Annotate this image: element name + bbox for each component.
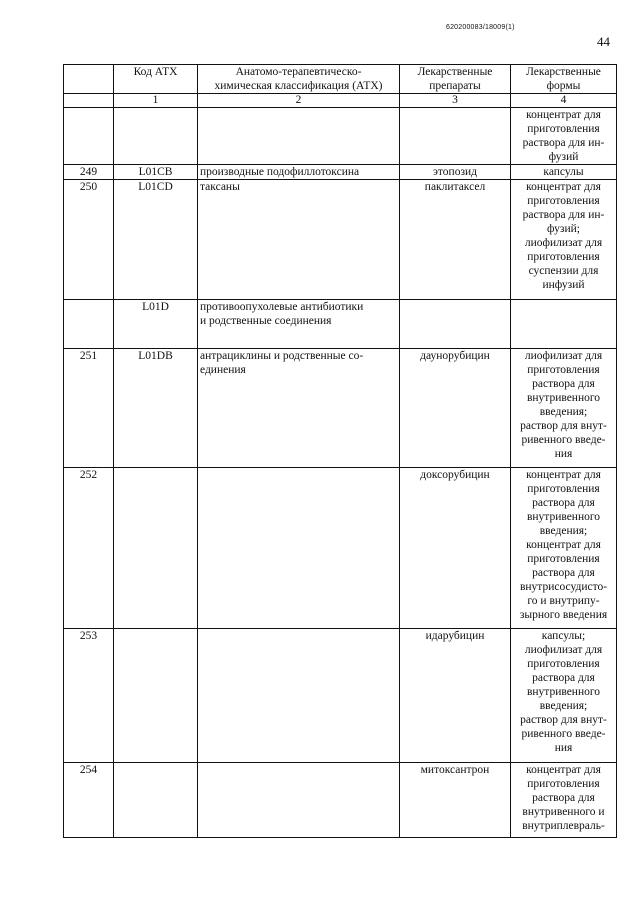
atc-code — [114, 763, 198, 838]
dosage-forms: капсулы — [511, 165, 617, 180]
table-row — [64, 300, 617, 349]
row-number: 251 — [64, 349, 114, 468]
drug-name: даунорубицин — [400, 349, 511, 468]
row-number: 253 — [64, 629, 114, 763]
header-classification: Анатомо-терапевтическо- химическая классификация (АТХ) — [198, 65, 400, 94]
header-drugs: Лекарственные препараты — [400, 65, 511, 94]
classification — [198, 629, 400, 763]
drug-name: идарубицин — [400, 629, 511, 763]
table-row — [64, 165, 617, 180]
row-number: 250 — [64, 180, 114, 300]
table-row — [64, 629, 617, 763]
header-forms: Лекарственные формы — [511, 65, 617, 94]
header-atc-code: Код АТХ — [114, 65, 198, 94]
atc-code: L01D — [114, 300, 198, 349]
table-header-row — [64, 65, 617, 94]
row-number — [64, 300, 114, 349]
classification: антрациклины и родственные со- единения — [198, 349, 400, 468]
atc-code: L01DB — [114, 349, 198, 468]
column-number: 2 — [198, 94, 400, 108]
table-row — [64, 180, 617, 300]
table-row — [64, 349, 617, 468]
dosage-forms: концентрат для приготовления раствора для внутривенного введения; концентрат для приготовления раствора для внутрисосудисто- го и внутрипу- зырного введения — [511, 468, 617, 629]
dosage-forms — [511, 300, 617, 349]
classification: противоопухолевые антибиотики и родственные соединения — [198, 300, 400, 349]
atc-drug-table — [63, 64, 617, 838]
dosage-forms: концентрат для приготовления раствора для внутривенного и внутриплевраль- — [511, 763, 617, 838]
column-number: 1 — [114, 94, 198, 108]
atc-code — [114, 108, 198, 165]
document-id: 620200083/18009(1) — [446, 24, 515, 31]
drug-name: доксорубицин — [400, 468, 511, 629]
classification — [198, 108, 400, 165]
classification: таксаны — [198, 180, 400, 300]
dosage-forms: капсулы; лиофилизат для приготовления раствора для внутривенного введения; раствор для внут- ривенного введе- ния — [511, 629, 617, 763]
header-number — [64, 65, 114, 94]
column-number: 4 — [511, 94, 617, 108]
classification: производные подофиллотоксина — [198, 165, 400, 180]
row-number — [64, 108, 114, 165]
dosage-forms: лиофилизат для приготовления раствора для внутривенного введения; раствор для внут- ривенного введе- ния — [511, 349, 617, 468]
atc-code — [114, 468, 198, 629]
row-number: 252 — [64, 468, 114, 629]
column-number: 3 — [400, 94, 511, 108]
table-row — [64, 763, 617, 838]
dosage-forms: концентрат для приготовления раствора для ин- фузий; лиофилизат для приготовления суспензии для инфузий — [511, 180, 617, 300]
drug-name: паклитаксел — [400, 180, 511, 300]
drug-name: митоксантрон — [400, 763, 511, 838]
table-row — [64, 468, 617, 629]
drug-name — [400, 108, 511, 165]
row-number: 249 — [64, 165, 114, 180]
classification — [198, 468, 400, 629]
table-row — [64, 108, 617, 165]
column-number-row — [64, 94, 617, 108]
drug-name: этопозид — [400, 165, 511, 180]
dosage-forms: концентрат для приготовления раствора для ин- фузий — [511, 108, 617, 165]
atc-code: L01CB — [114, 165, 198, 180]
atc-code — [114, 629, 198, 763]
column-number — [64, 94, 114, 108]
atc-code: L01CD — [114, 180, 198, 300]
classification — [198, 763, 400, 838]
drug-name — [400, 300, 511, 349]
page-number: 44 — [597, 34, 610, 49]
row-number: 254 — [64, 763, 114, 838]
